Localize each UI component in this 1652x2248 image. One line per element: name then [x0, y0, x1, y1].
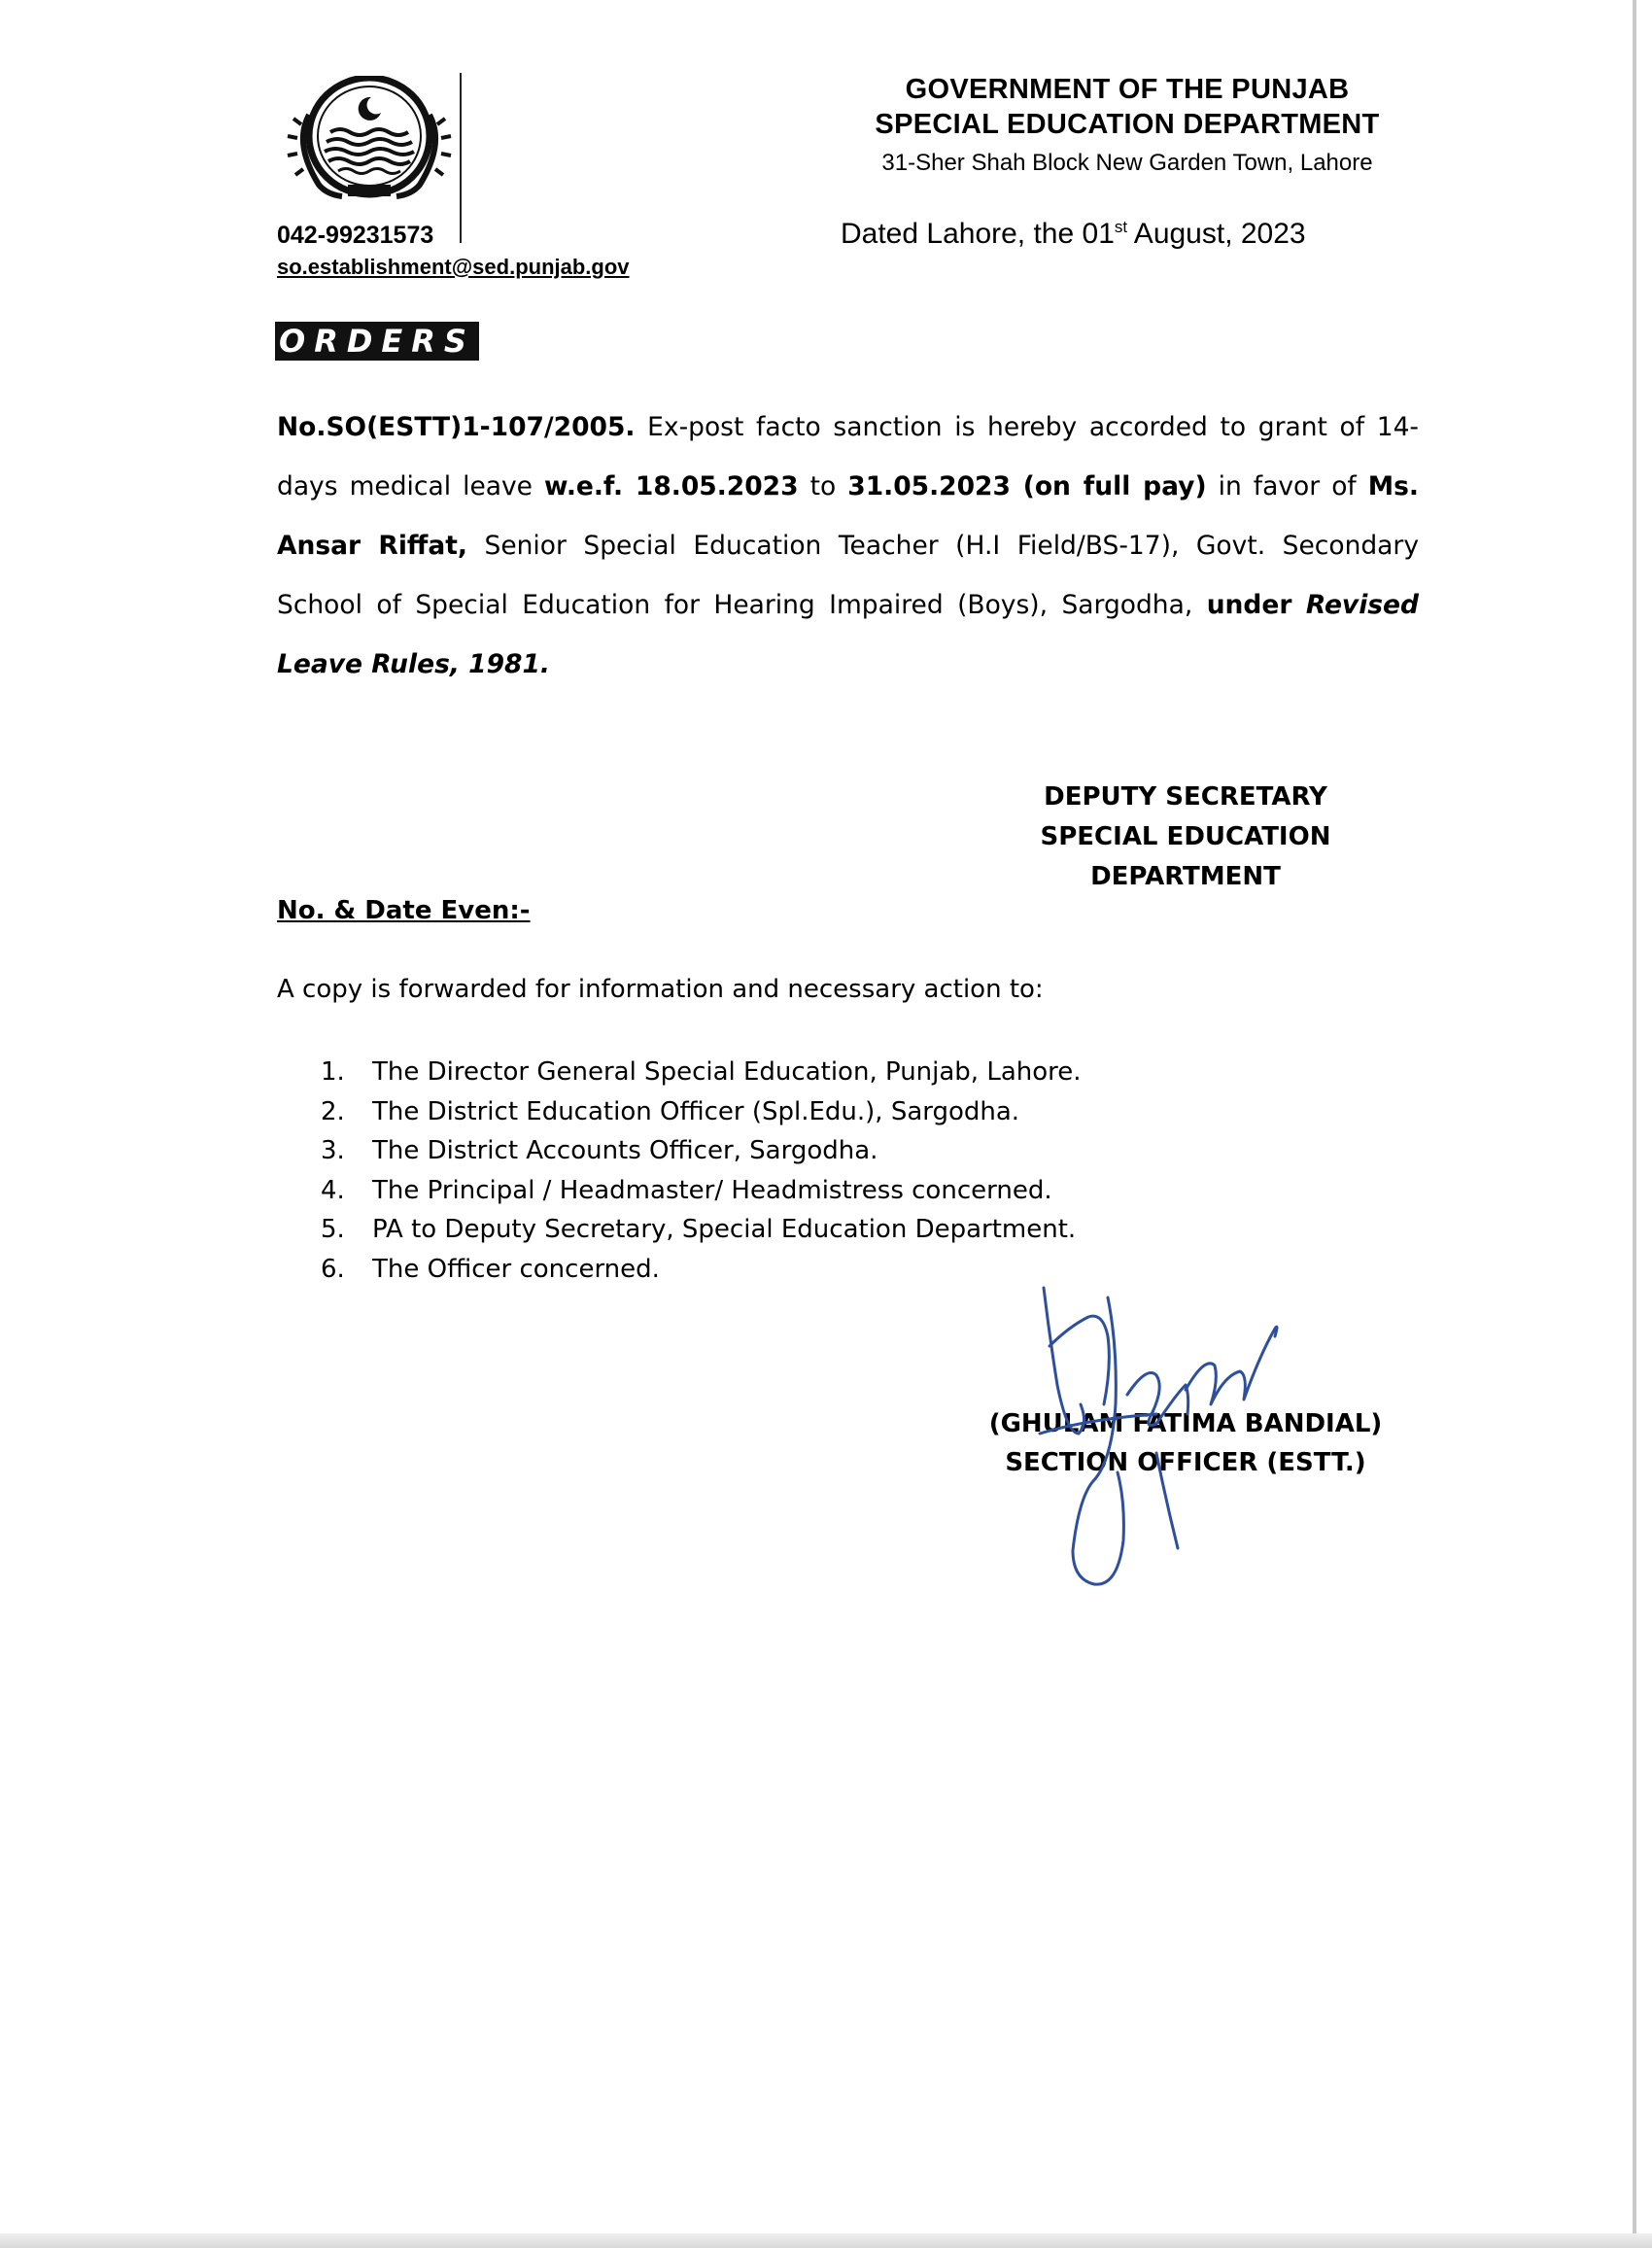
- orders-heading: ORDERS: [275, 322, 479, 361]
- list-item-number: 1.: [321, 1057, 345, 1087]
- dated-suffix: st: [1114, 218, 1128, 236]
- order-number: No.SO(ESTT)1-107/2005.: [277, 412, 636, 442]
- list-item: [321, 1171, 1082, 1211]
- list-item-number: 2.: [321, 1096, 345, 1126]
- list-item-text: The Director General Special Education, Punjab, Lahore.: [372, 1057, 1082, 1087]
- list-item: [321, 1131, 1082, 1171]
- order-wef-date: w.e.f. 18.05.2023: [544, 471, 799, 501]
- list-item-text: PA to Deputy Secretary, Special Education Department.: [372, 1215, 1077, 1244]
- phone-number: 042-99231573: [277, 222, 434, 249]
- header-divider-rule: [460, 73, 462, 243]
- email-link[interactable]: so.establishment@sed.punjab.gov: [277, 255, 630, 279]
- list-item-text: The District Accounts Officer, Sargodha.: [372, 1136, 878, 1165]
- list-item: [321, 1092, 1082, 1132]
- list-item: [321, 1053, 1082, 1092]
- dated-line: [841, 218, 1306, 251]
- punjab-government-emblem-icon: [282, 76, 457, 212]
- list-item-number: 6.: [321, 1254, 345, 1284]
- page-edge-right: [1633, 0, 1636, 2248]
- department-title: SPECIAL EDUCATION DEPARTMENT: [875, 109, 1380, 140]
- order-end-date: 31.05.2023 (on full pay): [847, 471, 1207, 501]
- number-date-even-heading: No. & Date Even:-: [277, 896, 531, 925]
- order-under: under: [1206, 590, 1292, 620]
- handwritten-signature: [1011, 1278, 1302, 1589]
- copy-recipient-list: [321, 1053, 1082, 1289]
- order-text-4: Senior Special Education Teacher (H.I Field/BS-17), Govt. Secondary School of Special Education for Hearing Impaired (Boys), Sargodha,: [277, 531, 1420, 620]
- signatory-line-1: DEPUTY SECRETARY: [1044, 782, 1327, 812]
- list-item: [321, 1210, 1082, 1250]
- list-item-text: The District Education Officer (Spl.Edu.), Sargodha.: [372, 1096, 1020, 1126]
- leave-rules-reference: Revised Leave Rules, 1981.: [277, 590, 1419, 679]
- list-item-number: 3.: [321, 1136, 345, 1165]
- dated-prefix: Dated Lahore, the 01: [841, 218, 1115, 250]
- list-item: [321, 1250, 1082, 1290]
- page-edge-bottom: [0, 2233, 1652, 2248]
- deputy-secretary-block: [991, 778, 1380, 897]
- list-item-text: The Officer concerned.: [372, 1254, 660, 1284]
- order-text-2: to: [798, 471, 848, 501]
- order-paragraph: [277, 398, 1419, 694]
- government-title: GOVERNMENT OF THE PUNJAB: [905, 74, 1350, 105]
- list-item-number: 5.: [321, 1215, 345, 1244]
- list-item-text: The Principal / Headmaster/ Headmistress concerned.: [372, 1175, 1052, 1205]
- forward-text: A copy is forwarded for information and necessary action to:: [277, 975, 1044, 1004]
- employee-name: Ms. Ansar Riffat,: [277, 471, 1419, 561]
- signatory-line-3: DEPARTMENT: [1090, 862, 1281, 891]
- department-address: 31-Sher Shah Block New Garden Town, Lahore: [881, 150, 1373, 176]
- order-text-3: in favor of: [1206, 471, 1368, 501]
- section-officer-title: SECTION OFFICER (ESTT.): [1005, 1448, 1366, 1477]
- order-text-1: Ex-post facto sanction is hereby accorded to grant of 14-days medical leave: [277, 412, 1419, 501]
- signatory-line-2: SPECIAL EDUCATION: [1040, 822, 1331, 851]
- list-item-number: 4.: [321, 1175, 345, 1205]
- section-officer-name: (GHULAM FATIMA BANDIAL): [988, 1409, 1383, 1438]
- dated-rest: August, 2023: [1127, 218, 1306, 250]
